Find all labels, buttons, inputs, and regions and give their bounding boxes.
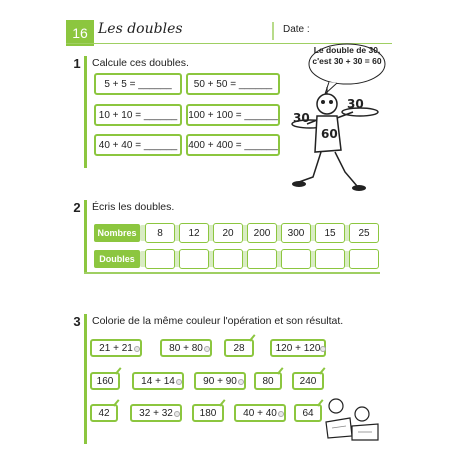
- color-dot: [320, 346, 326, 352]
- number-cell: 12: [179, 223, 209, 243]
- color-chip[interactable]: 40 + 40: [234, 404, 286, 422]
- number-cell: 20: [213, 223, 243, 243]
- color-dot: [174, 411, 180, 417]
- double-answer-cell[interactable]: [247, 249, 277, 269]
- exercise-1-instruction: Calcule ces doubles.: [92, 57, 189, 69]
- number-cell: 15: [315, 223, 345, 243]
- double-answer-cell[interactable]: [145, 249, 175, 269]
- color-chip[interactable]: 32 + 32: [130, 404, 182, 422]
- exercise-1-bar: [84, 56, 87, 168]
- color-chip[interactable]: 28: [224, 339, 254, 357]
- color-chip[interactable]: 14 + 14: [132, 372, 184, 390]
- calc-box[interactable]: 50 + 50 = ______: [186, 73, 280, 95]
- exercise-1-number: 1: [73, 56, 81, 71]
- color-chip[interactable]: 120 + 120: [270, 339, 326, 357]
- color-dot: [238, 379, 244, 385]
- color-chip[interactable]: 180: [192, 404, 224, 422]
- calc-box[interactable]: 5 + 5 = ______: [94, 73, 182, 95]
- calc-box[interactable]: 400 + 400 = ______: [186, 134, 280, 156]
- double-answer-cell[interactable]: [213, 249, 243, 269]
- color-chip[interactable]: 240: [292, 372, 324, 390]
- date-label: Date :: [283, 24, 310, 35]
- color-chip[interactable]: 21 + 21: [90, 339, 142, 357]
- number-cell: 8: [145, 223, 175, 243]
- exercise-3-instruction: Colorie de la même couleur l'opération et son résultat.: [92, 315, 344, 327]
- exercise-2-rule: [84, 272, 380, 274]
- robot-waiter-illustration: [285, 42, 400, 202]
- number-cell: 300: [281, 223, 311, 243]
- color-chip[interactable]: 42: [90, 404, 118, 422]
- color-dot: [176, 379, 182, 385]
- numbers-row-label: Nombres: [94, 224, 140, 242]
- color-chip[interactable]: 80: [254, 372, 282, 390]
- shirt-label: 60: [321, 127, 338, 141]
- color-chip[interactable]: 64: [294, 404, 322, 422]
- color-dot: [278, 411, 284, 417]
- color-chip[interactable]: 90 + 90: [194, 372, 246, 390]
- exercise-2-number: 2: [73, 200, 81, 215]
- kids-reading-illustration: [322, 392, 384, 444]
- plate-right-label: 30: [347, 97, 364, 111]
- exercise-2-bar: [84, 200, 87, 274]
- color-chip[interactable]: 160: [90, 372, 120, 390]
- page-title: Les doubles: [98, 21, 183, 37]
- double-answer-cell[interactable]: [349, 249, 379, 269]
- exercise-3-number: 3: [73, 314, 81, 329]
- exercise-3-bar: [84, 314, 87, 444]
- header-separator: [272, 22, 274, 40]
- page-number: 16: [66, 20, 94, 46]
- number-cell: 25: [349, 223, 379, 243]
- color-dot: [134, 346, 140, 352]
- plate-left-label: 30: [293, 111, 310, 125]
- calc-box[interactable]: 100 + 100 = ______: [186, 104, 280, 126]
- color-chip[interactable]: 80 + 80: [160, 339, 212, 357]
- speech-bubble: Le double de 30, c'est 30 + 30 = 60: [312, 45, 382, 66]
- exercise-2-instruction: Écris les doubles.: [92, 201, 175, 213]
- calc-box[interactable]: 10 + 10 = ______: [94, 104, 182, 126]
- double-answer-cell[interactable]: [315, 249, 345, 269]
- double-answer-cell[interactable]: [281, 249, 311, 269]
- double-answer-cell[interactable]: [179, 249, 209, 269]
- calc-box[interactable]: 40 + 40 = ______: [94, 134, 182, 156]
- color-dot: [204, 346, 210, 352]
- number-cell: 200: [247, 223, 277, 243]
- doubles-row-label: Doubles: [94, 250, 140, 268]
